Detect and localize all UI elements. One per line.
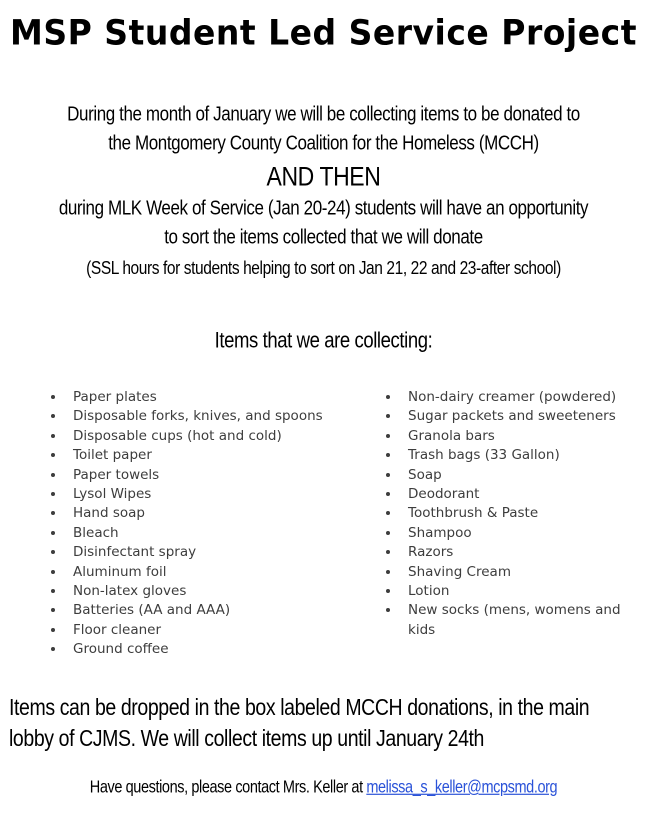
- list-item: • Trash bags (33 Gallon): [401, 446, 639, 465]
- list-item: • Non-dairy creamer (powdered): [401, 388, 639, 407]
- list-item: • Paper plates: [66, 388, 343, 407]
- list-item: • Shaving Cream: [401, 563, 639, 582]
- contact-line: [8, 776, 639, 800]
- dropoff-line-2: lobby of CJMS. We will collect items up until January 24th: [9, 725, 484, 752]
- list-item: • Granola bars: [401, 427, 639, 446]
- items-list-left: [40, 388, 343, 660]
- items-heading: Items that we are collecting:: [214, 327, 433, 353]
- list-item: • Disinfectant spray: [66, 543, 343, 562]
- items-list-right: [375, 388, 639, 660]
- page-title: MSP Student Led Service Project: [10, 12, 637, 53]
- list-item: • New socks (mens, womens and kids: [401, 601, 639, 640]
- intro-section: [8, 97, 639, 280]
- list-item: • Paper towels: [66, 466, 343, 485]
- list-item: • Disposable forks, knives, and spoons: [66, 407, 343, 426]
- list-item: • Non-latex gloves: [66, 582, 343, 601]
- list-item: • Bleach: [66, 524, 343, 543]
- ssl-note: (SSL hours for students helping to sort on Jan 21, 22 and 23-after school): [86, 258, 561, 279]
- intro-line-4: to sort the items collected that we will donate: [164, 225, 483, 249]
- list-item: • Lotion: [401, 582, 639, 601]
- list-item: • Hand soap: [66, 504, 343, 523]
- list-item: • Deodorant: [401, 485, 639, 504]
- list-item: • Floor cleaner: [66, 621, 343, 640]
- list-item: • Lysol Wipes: [66, 485, 343, 504]
- list-item: • Soap: [401, 466, 639, 485]
- dropoff-section: [8, 690, 639, 752]
- contact-text: Have questions, please contact Mrs. Keller at: [89, 778, 367, 797]
- dropoff-line-1: Items can be dropped in the box labeled MCCH donations, in the main: [9, 694, 590, 721]
- list-item: • Sugar packets and sweeteners: [401, 407, 639, 426]
- and-then-heading: AND THEN: [266, 160, 381, 192]
- items-lists: [8, 388, 639, 660]
- list-item: • Toilet paper: [66, 446, 343, 465]
- list-item: • Disposable cups (hot and cold): [66, 427, 343, 446]
- list-item: • Toothbrush & Paste: [401, 504, 639, 523]
- list-item: • Ground coffee: [66, 640, 343, 659]
- intro-line-2: the Montgomery County Coalition for the Homeless (MCCH): [108, 131, 539, 155]
- intro-line-3: during MLK Week of Service (Jan 20-24) students will have an opportunity: [58, 196, 589, 220]
- contact-email-link[interactable]: melissa_s_keller@mcpsmd.org: [366, 778, 558, 797]
- list-item: • Razors: [401, 543, 639, 562]
- intro-line-1: During the month of January we will be collecting items to be donated to: [67, 102, 580, 126]
- list-item: • Aluminum foil: [66, 563, 343, 582]
- list-item: • Batteries (AA and AAA): [66, 601, 343, 620]
- list-item: • Shampoo: [401, 524, 639, 543]
